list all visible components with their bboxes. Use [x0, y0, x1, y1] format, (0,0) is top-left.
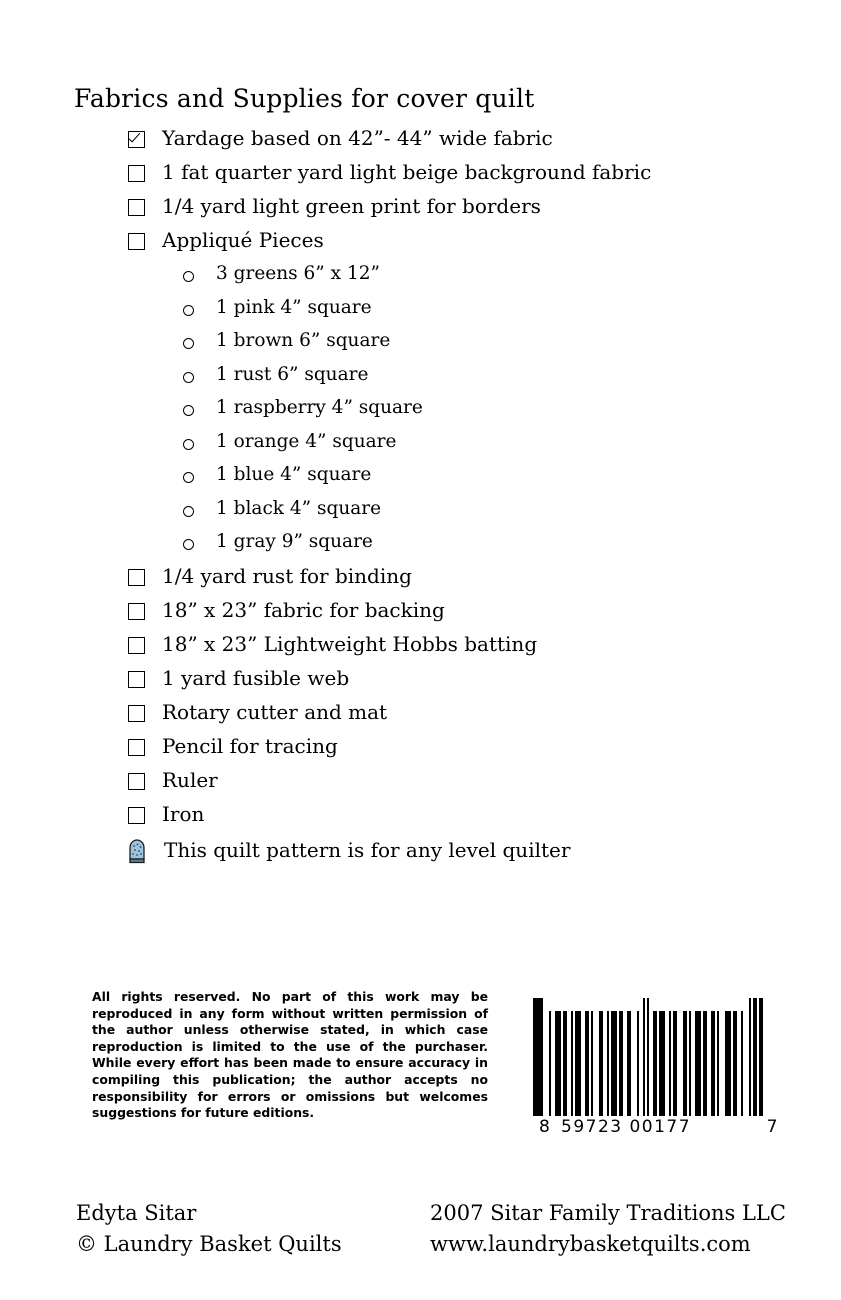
checkbox-icon[interactable]: [128, 603, 145, 620]
company-name: © Laundry Basket Quilts: [76, 1232, 342, 1256]
list-item-label: 3 greens 6” x 12”: [216, 263, 380, 284]
checklist-item[interactable]: [128, 734, 778, 768]
list-item: [183, 296, 778, 330]
checkbox-icon[interactable]: [128, 199, 145, 216]
checklist-item[interactable]: [128, 768, 778, 802]
barcode-digits-middle: 59723 00177: [561, 1117, 692, 1137]
checklist-item-label: 18” x 23” fabric for backing: [162, 597, 445, 622]
checklist-item-label: Rotary cutter and mat: [162, 699, 388, 724]
footer-left: [76, 1198, 342, 1260]
author-name: Edyta Sitar: [76, 1201, 197, 1225]
checkbox-icon[interactable]: [128, 807, 145, 824]
checklist-item-label: Yardage based on 42”- 44” wide fabric: [162, 126, 553, 150]
barcode-digits: [533, 1117, 785, 1139]
checklist-item-label: 1 yard fusible web: [162, 665, 350, 690]
list-item: [183, 463, 778, 497]
circle-bullet-icon: [183, 305, 194, 316]
copyright-line: 2007 Sitar Family Traditions LLC: [430, 1201, 786, 1225]
list-item-label: 1 black 4” square: [216, 497, 382, 519]
circle-bullet-icon: [183, 405, 194, 416]
checklist-item[interactable]: [128, 700, 778, 734]
checklist-item-label: 1/4 yard rust for binding: [162, 563, 412, 588]
supplies-checklist: [128, 126, 778, 876]
circle-bullet-icon: [183, 439, 194, 450]
checklist-item-label: Ruler: [162, 767, 218, 792]
checklist-item[interactable]: [128, 194, 778, 228]
checkbox-icon[interactable]: [128, 569, 145, 586]
checkbox-icon[interactable]: [128, 739, 145, 756]
barcode-bars: [533, 988, 785, 1116]
checkbox-icon[interactable]: [128, 705, 145, 722]
checklist-item-label: 1/4 yard light green print for borders: [162, 194, 541, 218]
checkbox-icon[interactable]: [128, 773, 145, 790]
checklist-item[interactable]: [128, 802, 778, 836]
circle-bullet-icon: [183, 372, 194, 383]
page-title: Fabrics and Supplies for cover quilt: [74, 84, 535, 113]
list-item-label: 1 rust 6” square: [216, 363, 369, 385]
footer-right: [430, 1198, 786, 1260]
circle-bullet-icon: [183, 271, 194, 282]
checklist-item-label: 1 fat quarter yard light beige background fabric: [162, 160, 652, 184]
legal-notice: All rights reserved. No part of this work may be reproduced in any form without written permission of the author unless otherwise stated, in which case reproduction is limited to the use of the purchaser. While every effort has been made to ensure accuracy in compiling this publication; the author accepts no responsibility for errors or omissions but welcomes suggestions for future editions.: [92, 989, 488, 1121]
circle-bullet-icon: [183, 506, 194, 517]
list-item-label: 1 raspberry 4” square: [216, 397, 423, 418]
checklist-item-label: 18” x 23” Lightweight Hobbs batting: [162, 631, 538, 656]
checklist-item-label: Pencil for tracing: [162, 733, 338, 758]
list-item-label: 1 gray 9” square: [216, 531, 373, 552]
checklist-item[interactable]: [128, 160, 778, 194]
checklist-item[interactable]: [128, 564, 778, 598]
barcode-digit-right: 7: [766, 1117, 779, 1137]
checklist-item[interactable]: [128, 598, 778, 632]
checkbox-icon[interactable]: [128, 233, 145, 250]
list-item: [183, 396, 778, 430]
checklist-item[interactable]: [128, 228, 778, 262]
applique-pieces-list: [183, 262, 778, 564]
skill-level-label: This quilt pattern is for any level quilter: [164, 837, 571, 862]
list-item-label: 1 orange 4” square: [216, 430, 397, 452]
circle-bullet-icon: [183, 338, 194, 349]
list-item: [183, 262, 778, 296]
list-item-label: 1 blue 4” square: [216, 464, 372, 485]
checklist-item-label: Appliqué Pieces: [162, 228, 324, 252]
page-footer: [0, 1198, 841, 1268]
circle-bullet-icon: [183, 472, 194, 483]
thimble-icon: [126, 839, 148, 865]
barcode-digit-left: 8: [539, 1117, 552, 1137]
skill-level-note: [128, 838, 778, 876]
barcode: [533, 988, 785, 1139]
checklist-item[interactable]: [128, 632, 778, 666]
list-item: [183, 430, 778, 464]
list-item-label: 1 brown 6” square: [216, 330, 391, 351]
list-item: [183, 497, 778, 531]
circle-bullet-icon: [183, 539, 194, 550]
checklist-item[interactable]: [128, 126, 778, 160]
checkbox-icon[interactable]: [128, 671, 145, 688]
list-item: [183, 530, 778, 564]
list-item: [183, 363, 778, 397]
website-link[interactable]: www.laundrybasketquilts.com: [430, 1232, 751, 1256]
list-item: [183, 329, 778, 363]
checklist-item-label: Iron: [162, 801, 205, 826]
list-item-label: 1 pink 4” square: [216, 296, 372, 318]
checklist-item[interactable]: [128, 666, 778, 700]
checkbox-checked-icon[interactable]: [128, 131, 145, 148]
checkbox-icon[interactable]: [128, 637, 145, 654]
checkbox-icon[interactable]: [128, 165, 145, 182]
